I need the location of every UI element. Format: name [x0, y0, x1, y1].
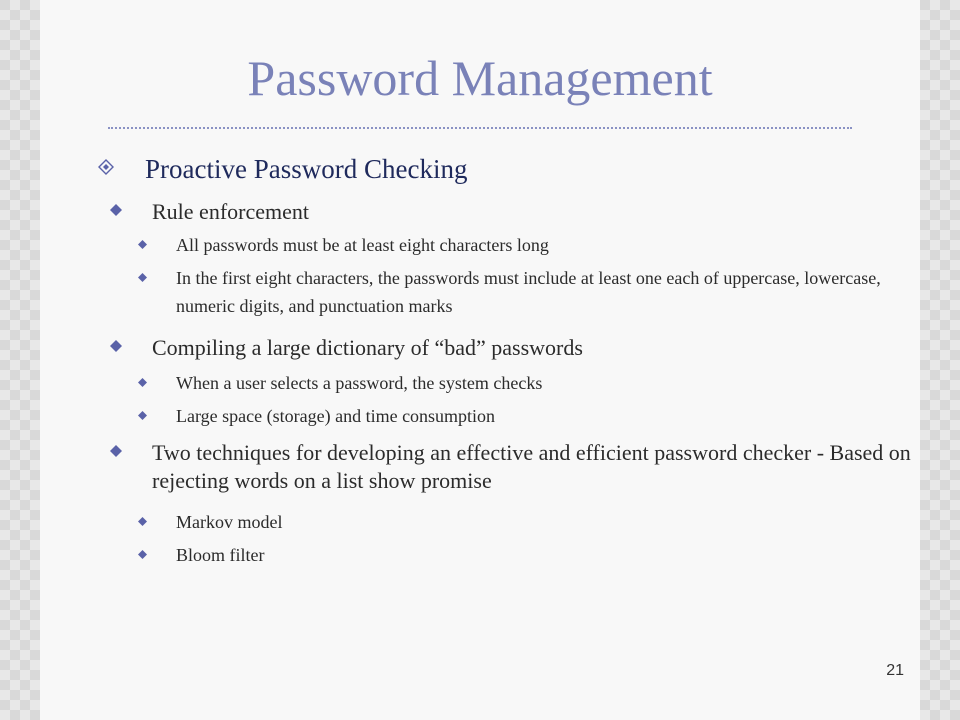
slide-title: Password Management: [247, 50, 713, 106]
section-text: Two techniques for developing an effective and efficient password checker - Based on rejecting words on a list show promise: [152, 440, 911, 493]
section-text: Rule enforcement: [152, 199, 309, 224]
page-number: 21: [886, 662, 904, 679]
diamond-icon: [138, 411, 147, 420]
sub-item-text: In the first eight characters, the passwords must include at least one each of uppercase, lowercase, numeric digits, and punctuation marks: [176, 268, 881, 316]
diamond-icon: [110, 445, 122, 457]
sub-item-text: Markov model: [176, 512, 283, 532]
sub-item-text: Bloom filter: [176, 545, 265, 565]
hollow-diamond-icon: [98, 159, 114, 175]
sub-item-text: Large space (storage) and time consumption: [176, 406, 496, 426]
diamond-icon: [138, 273, 147, 282]
slide-content: [40, 0, 920, 720]
diamond-icon: [110, 340, 122, 352]
slide: [40, 0, 920, 720]
heading-text: Proactive Password Checking: [145, 154, 468, 184]
sub-item-text: All passwords must be at least eight characters long: [176, 235, 549, 255]
section-text: Compiling a large dictionary of “bad” passwords: [152, 335, 583, 360]
sub-item-text: When a user selects a password, the system checks: [176, 373, 543, 393]
diamond-icon: [138, 240, 147, 249]
diamond-icon: [110, 204, 122, 216]
diamond-icon: [138, 517, 147, 526]
diamond-icon: [138, 550, 147, 559]
diamond-icon: [138, 378, 147, 387]
